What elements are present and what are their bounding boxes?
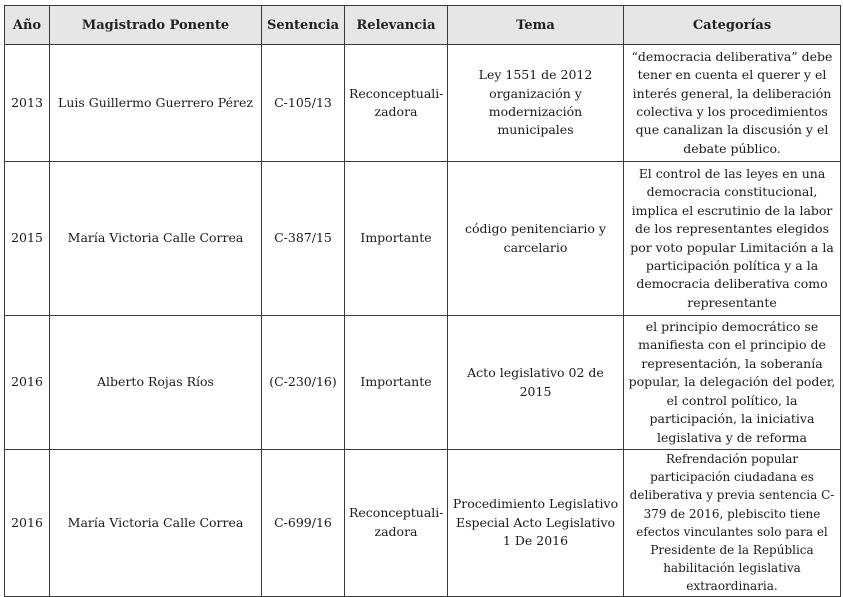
cell-tema: Acto legislativo 02 de 2015 bbox=[448, 316, 624, 450]
cell-categorias: “democracia deliberativa” debe tener en cuenta el querer y el interés general, la deliberación colectiva y los procedimientos que canalizan la discusión y el debate público. bbox=[624, 45, 841, 162]
header-anio: Año bbox=[5, 6, 50, 45]
cell-sentencia: C-387/15 bbox=[262, 162, 345, 316]
header-sentencia: Sentencia bbox=[262, 6, 345, 45]
cell-relevancia: Importante bbox=[345, 316, 448, 450]
cell-relevancia: Importante bbox=[345, 162, 448, 316]
cell-categorias: El control de las leyes en una democracia constitucional, implica el escrutinio de la labor de los representantes elegidos por voto popular Limitación a la participación política y a la democracia deliberativa como representante bbox=[624, 162, 841, 316]
cell-relevancia: Reconceptuali-zadora bbox=[345, 45, 448, 162]
table-row bbox=[5, 45, 841, 162]
cell-sentencia: C-699/16 bbox=[262, 450, 345, 597]
table-row bbox=[5, 316, 841, 450]
cell-anio: 2015 bbox=[5, 162, 50, 316]
cell-categorias: Refrendación popular participación ciudadana es deliberativa y previa sentencia C-379 de 2016, plebiscito tiene efectos vinculantes solo para el Presidente de la República habilitación legislativa extraordinaria. bbox=[624, 450, 841, 597]
cell-relevancia: Reconceptuali-zadora bbox=[345, 450, 448, 597]
cell-tema: código penitenciario y carcelario bbox=[448, 162, 624, 316]
cell-tema: Ley 1551 de 2012 organización y modernización municipales bbox=[448, 45, 624, 162]
table-row bbox=[5, 162, 841, 316]
table-row bbox=[5, 450, 841, 597]
cell-anio: 2016 bbox=[5, 450, 50, 597]
cell-anio: 2016 bbox=[5, 316, 50, 450]
header-tema: Tema bbox=[448, 6, 624, 45]
header-relevancia: Relevancia bbox=[345, 6, 448, 45]
header-categorias: Categorías bbox=[624, 6, 841, 45]
cell-magistrado: María Victoria Calle Correa bbox=[50, 450, 262, 597]
cell-magistrado: Alberto Rojas Ríos bbox=[50, 316, 262, 450]
cell-magistrado: María Victoria Calle Correa bbox=[50, 162, 262, 316]
cell-tema: Procedimiento Legislativo Especial Acto Legislativo 1 De 2016 bbox=[448, 450, 624, 597]
header-magistrado-ponente: Magistrado Ponente bbox=[50, 6, 262, 45]
case-table-container bbox=[4, 5, 840, 597]
cell-magistrado: Luis Guillermo Guerrero Pérez bbox=[50, 45, 262, 162]
cell-sentencia: C-105/13 bbox=[262, 45, 345, 162]
table-header-row bbox=[5, 6, 841, 45]
case-law-table bbox=[4, 5, 841, 597]
cell-sentencia: (C-230/16) bbox=[262, 316, 345, 450]
cell-anio: 2013 bbox=[5, 45, 50, 162]
cell-categorias: el principio democrático se manifiesta con el principio de representación, la soberanía popular, la delegación del poder, el control político, la participación, la iniciativa legislativa y de reforma bbox=[624, 316, 841, 450]
